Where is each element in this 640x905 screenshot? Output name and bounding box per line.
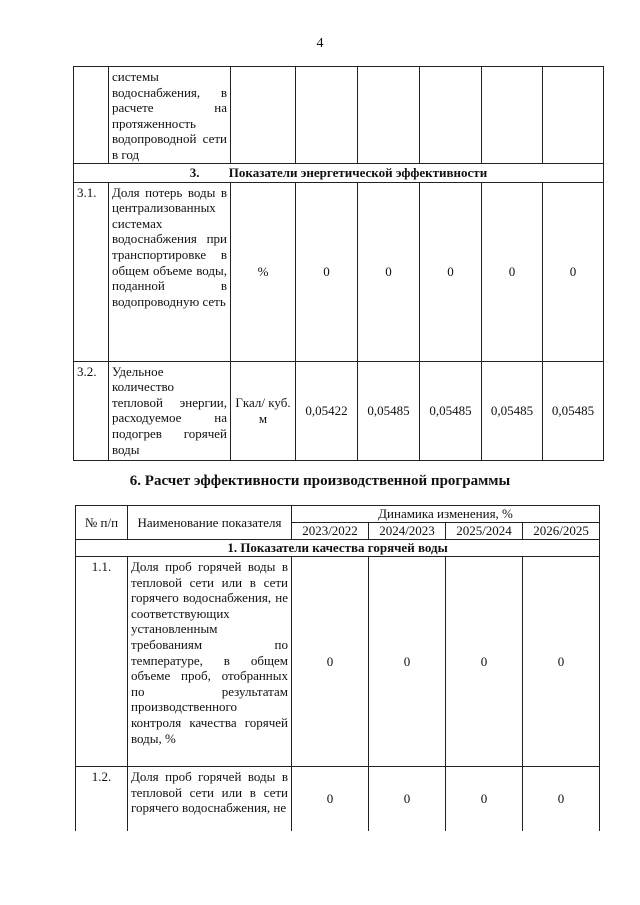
indicator-name: Доля проб горячей воды в тепловой сети или в сети горячего водоснабжения, не соответствующих установленным требованиям по температуре, в общем объеме проб, отобранных по результатам производственного контроля качества горячей воды, % [128, 557, 292, 767]
table-row [74, 361, 604, 460]
value-cell: 0 [446, 767, 523, 832]
value-cell: 0 [523, 557, 600, 767]
indicators-table [73, 66, 604, 461]
column-header-name: Наименование показателя [128, 506, 292, 540]
row-number: 1.2. [76, 767, 128, 832]
year-header: 2023/2022 [292, 523, 369, 540]
section-row [74, 163, 604, 182]
value-cell: 0,05422 [296, 361, 358, 460]
column-header-number: № п/п [76, 506, 128, 540]
column-header-dynamics: Динамика изменения, % [292, 506, 600, 523]
value-cell: 0 [369, 767, 446, 832]
table-row [74, 182, 604, 361]
value-cell: 0,05485 [358, 361, 420, 460]
table-cell [358, 67, 420, 164]
table-row [76, 767, 600, 832]
indicator-name: Доля проб горячей воды в тепловой сети или в сети горячего водоснабжения, не [128, 767, 292, 832]
value-cell: 0 [292, 557, 369, 767]
year-header: 2025/2024 [446, 523, 523, 540]
table-row [74, 67, 604, 164]
section-number: 3. [189, 164, 200, 180]
header-row [76, 506, 600, 523]
value-cell: 0,05485 [543, 361, 604, 460]
value-cell: 0 [523, 767, 600, 832]
value-cell: 0 [420, 182, 482, 361]
value-cell: 0,05485 [420, 361, 482, 460]
value-cell: 0 [482, 182, 543, 361]
section-heading [74, 163, 604, 182]
table-row [76, 557, 600, 767]
row-number: 1.1. [76, 557, 128, 767]
value-cell: 0 [369, 557, 446, 767]
page-number: 4 [316, 36, 324, 51]
row-number: 3.1. [74, 182, 109, 361]
value-cell: 0 [358, 182, 420, 361]
table-cell [296, 67, 358, 164]
year-header: 2026/2025 [523, 523, 600, 540]
value-cell: 0,05485 [482, 361, 543, 460]
section-title: 6. Расчет эффективности производственной программы [129, 473, 511, 489]
table-cell [420, 67, 482, 164]
section-title: Показатели энергетической эффективности [228, 164, 488, 180]
table-cell [482, 67, 543, 164]
indicator-name: системы водоснабжения, в расчете на протяженность водопроводной сети в год [109, 67, 231, 164]
value-cell: 0 [292, 767, 369, 832]
indicator-name: Удельное количество тепловой энергии, расходуемое на подогрев горячей воды [109, 361, 231, 460]
table-cell [74, 67, 109, 164]
value-cell: 0 [296, 182, 358, 361]
unit-cell: % [231, 182, 296, 361]
row-number: 3.2. [74, 361, 109, 460]
table-cell [231, 67, 296, 164]
table-cell [543, 67, 604, 164]
efficiency-table [75, 505, 600, 831]
section-heading: 1. Показатели качества горячей воды [76, 540, 600, 557]
unit-cell: Гкал/ куб. м [231, 361, 296, 460]
value-cell: 0 [446, 557, 523, 767]
section-row [76, 540, 600, 557]
year-header: 2024/2023 [369, 523, 446, 540]
value-cell: 0 [543, 182, 604, 361]
indicator-name: Доля потерь воды в централизованных системах водоснабжения при транспортировке в общем объеме воды, поданной в водопроводную сеть [109, 182, 231, 361]
